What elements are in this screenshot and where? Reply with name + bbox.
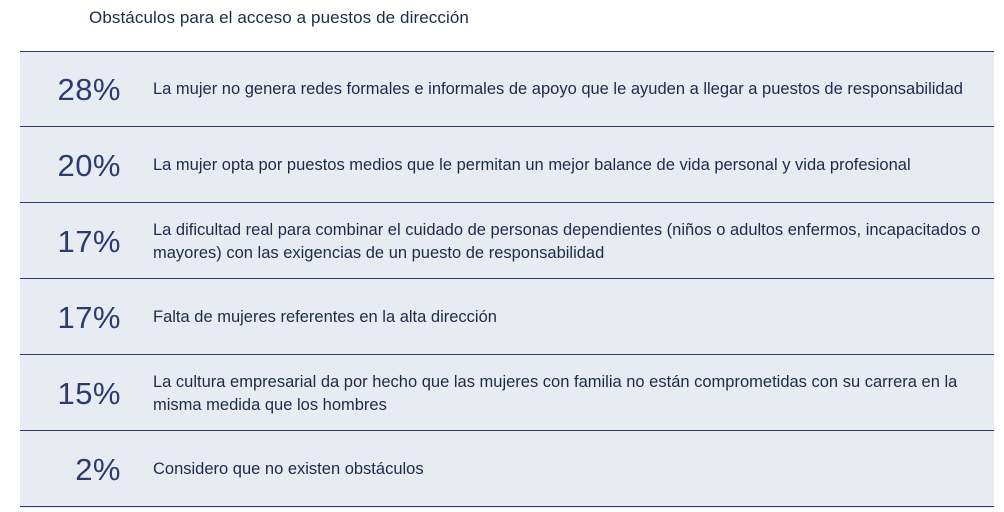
table-row [20,128,994,203]
row-percentage: 17% [57,223,121,259]
row-label: Considero que no existen obstáculos [153,460,424,478]
row-label: Falta de mujeres referentes en la alta dirección [153,308,497,326]
row-label: La mujer no genera redes formales e informales de apoyo que le ayuden a llegar a puestos de responsabilidad [153,80,963,98]
row-percentage: 2% [75,451,121,487]
table-row [20,204,994,279]
row-label: La dificultad real para combinar el cuidado de personas dependientes (niños o adultos enfermos, incapacitados o mayores) con las exigencias de un puesto de responsabilidad [153,220,981,262]
table-row [20,52,994,127]
row-percentage: 15% [57,375,121,411]
row-percentage: 17% [57,299,121,335]
chart-title: Obstáculos para el acceso a puestos de dirección [89,8,469,27]
obstacles-table [20,51,994,508]
table-row [20,432,994,507]
row-percentage: 28% [57,71,121,107]
table-row [20,356,994,431]
table-row [20,280,994,355]
row-label: La cultura empresarial da por hecho que las mujeres con familia no están comprometidas con su carrera en la misma medida que los hombres [153,372,958,414]
row-percentage: 20% [57,147,121,183]
row-label: La mujer opta por puestos medios que le permitan un mejor balance de vida personal y vida profesional [153,156,911,174]
